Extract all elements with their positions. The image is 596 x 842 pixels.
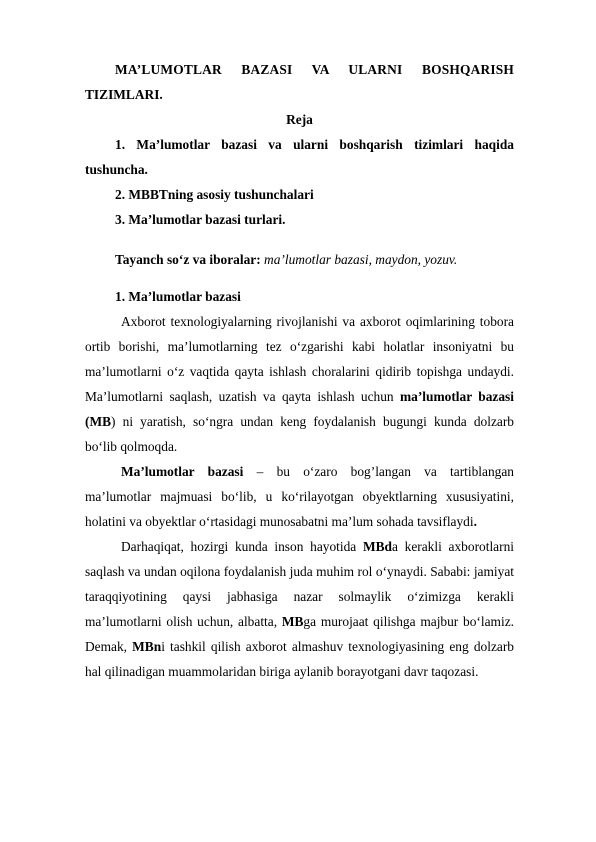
paragraph-2 [85, 459, 514, 534]
paragraph-3-text-a: Darhaqiqat, hozirgi kunda inson hayotida [121, 539, 363, 554]
keywords-label: Tayanch so‘z va iboralar: [115, 252, 261, 267]
paragraph-3-text-d: i tashkil qilish axborot almashuv texnologiyasining eng dolzarb hal qilinadigan muammolaridan biriga aylanib borayotgani davr taqozasi. [85, 639, 514, 679]
paragraph-1-bold-a: ma’lumotlar bazasi (MB [85, 389, 514, 429]
paragraph-3-bold-b: MB [281, 614, 304, 629]
document-heading-line2: TIZIMLARI. [85, 87, 163, 102]
keywords-text: ma’lumotlar bazasi, maydon, yozuv. [260, 252, 458, 267]
paragraph-3-bold-a: MBd [362, 539, 392, 554]
paragraph-3 [85, 534, 514, 684]
paragraph-2-text-a: – bu o‘zaro bog’langan va tartiblangan ma’lumotlar majmuasi bo‘lib, u ko‘rilayotgan obyektlarning xususiyatini, holatini va obyektlar o‘rtasidagi munosabatni ma’lum sohada tavsiflaydi [85, 464, 514, 529]
document-heading-line1: MA’LUMOTLAR BAZASI VA ULARNI BOSHQARISH [115, 62, 514, 77]
paragraph-2-bold-a: Ma’lumotlar bazasi [121, 464, 244, 479]
plan-title: Reja [286, 112, 313, 127]
section-title: 1. Ma’lumotlar bazasi [115, 289, 241, 304]
plan-item-1: 1. Ma’lumotlar bazasi va ularni boshqarish tizimlari haqida [115, 137, 514, 152]
paragraph-1-text-b: ) ni yaratish, so‘ngra undan keng foydalanish bugungi kunda dolzarb bo‘lib qolmoqda. [85, 414, 514, 454]
paragraph-3-text-c: ga murojaat qilishga majbur bo‘lamiz. Demak, [85, 614, 514, 654]
plan-item-3: 3. Ma’lumotlar bazasi turlari. [115, 212, 286, 227]
paragraph-2-bold-b: . [473, 514, 477, 529]
keywords-line [85, 247, 514, 272]
paragraph-3-bold-c: MBn [132, 639, 162, 654]
paragraph-1-text-a: Axborot texnologiyalarning rivojlanishi va axborot oqimlarining tobora ortib borishi, ma’lumotlarning tez o‘zgarishi kabi holatlar insoniyatni bu ma’lumotlarni o‘z vaqtida qayta ishlash choralarini qidirib topishga undaydi. Ma’lumotlarni saqlash, uzatish va qayta ishlash uchun [85, 314, 514, 404]
plan-item-1-continued: tushuncha. [85, 162, 148, 177]
document-page [85, 57, 514, 684]
plan-item-2: 2. MBBTning asosiy tushunchalari [115, 187, 314, 202]
paragraph-1 [85, 309, 514, 459]
paragraph-3-text-b: a kerakli axborotlarni saqlash va undan oqilona foydalanish juda muhim rol o‘ynaydi. Sababi: jamiyat taraqqiyotining qaysi jabhasiga nazar solmaylik o‘zimizga kerakli ma’lumotlarni olish uchun, albatta, [85, 539, 514, 629]
